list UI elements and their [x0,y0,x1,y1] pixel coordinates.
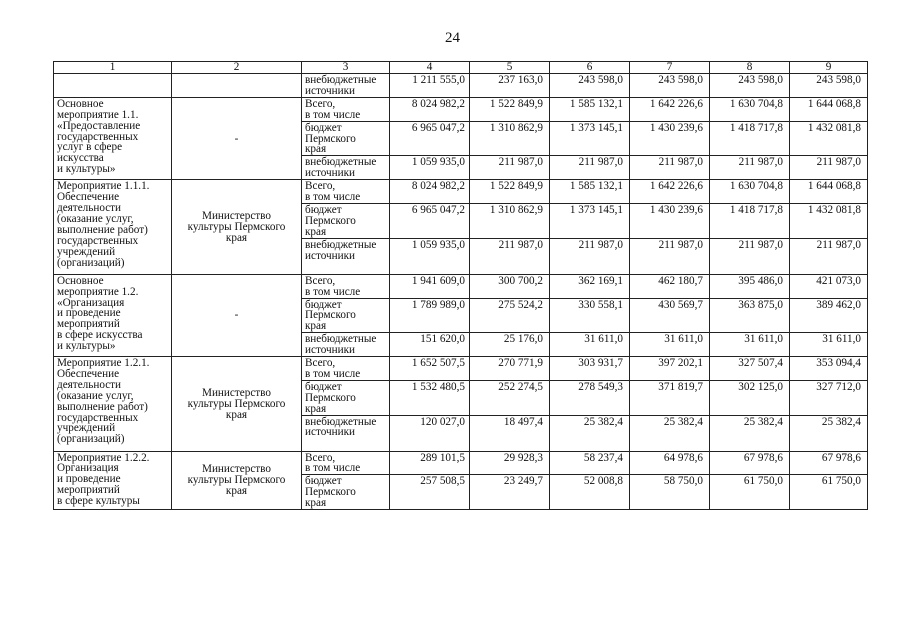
amount-cell: 1 789 989,0 [390,298,470,333]
funding-source-cell: Всего, в том числе [302,357,390,381]
executor-cell: Министерство культуры Пермского края [172,180,302,275]
amount-cell: 6 965 047,2 [390,121,470,156]
amount-cell: 243 598,0 [790,74,868,98]
amount-cell: 120 027,0 [390,415,470,451]
column-number-cell: 5 [470,62,550,74]
amount-cell: 362 169,1 [550,274,630,298]
event-name-cell: Основное мероприятие 1.2. «Организация и проведение мероприятий в сфере искусства и культуры» [54,274,172,356]
amount-cell: 1 432 081,8 [790,203,868,238]
amount-cell: 8 024 982,2 [390,97,470,121]
column-number-cell: 9 [790,62,868,74]
funding-source-cell: Всего, в том числе [302,274,390,298]
table-row [54,180,868,204]
amount-cell: 1 522 849,9 [470,97,550,121]
amount-cell: 302 125,0 [710,380,790,415]
amount-cell: 18 497,4 [470,415,550,451]
budget-table [53,61,868,510]
amount-cell: 462 180,7 [630,274,710,298]
amount-cell: 211 987,0 [790,238,868,274]
amount-cell: 275 524,2 [470,298,550,333]
executor-cell: Министерство культуры Пермского края [172,451,302,510]
funding-source-cell: внебюджетные источники [302,415,390,451]
funding-source-cell: бюджет Пермского края [302,380,390,415]
amount-cell: 67 978,6 [710,451,790,475]
event-name-cell: Основное мероприятие 1.1. «Предоставление государственных услуг в сфере искусства и культуры» [54,97,172,179]
amount-cell: 237 163,0 [470,74,550,98]
executor-cell: - [172,274,302,356]
amount-cell: 1 059 935,0 [390,238,470,274]
amount-cell: 211 987,0 [630,156,710,180]
amount-cell: 289 101,5 [390,451,470,475]
amount-cell: 211 987,0 [550,238,630,274]
event-name-cell: Мероприятие 1.1.1. Обеспечение деятельности (оказание услуг, выполнение работ) государственных учреждений (организаций) [54,180,172,275]
amount-cell: 1 418 717,8 [710,121,790,156]
funding-source-cell: Всего, в том числе [302,180,390,204]
amount-cell: 1 310 862,9 [470,203,550,238]
table-body [54,62,868,510]
amount-cell: 1 644 068,8 [790,97,868,121]
amount-cell: 1 630 704,8 [710,180,790,204]
amount-cell: 363 875,0 [710,298,790,333]
amount-cell: 211 987,0 [470,156,550,180]
amount-cell: 300 700,2 [470,274,550,298]
event-name-cell [54,74,172,98]
amount-cell: 25 382,4 [630,415,710,451]
funding-source-cell: внебюджетные источники [302,156,390,180]
amount-cell: 1 373 145,1 [550,203,630,238]
amount-cell: 1 630 704,8 [710,97,790,121]
amount-cell: 1 642 226,6 [630,97,710,121]
amount-cell: 64 978,6 [630,451,710,475]
amount-cell: 52 008,8 [550,475,630,510]
amount-cell: 31 611,0 [630,333,710,357]
amount-cell: 25 382,4 [710,415,790,451]
amount-cell: 211 987,0 [790,156,868,180]
amount-cell: 8 024 982,2 [390,180,470,204]
funding-source-cell: внебюджетные источники [302,333,390,357]
table-row [54,74,868,98]
amount-cell: 67 978,6 [790,451,868,475]
amount-cell: 1 310 862,9 [470,121,550,156]
amount-cell: 61 750,0 [790,475,868,510]
event-name-cell: Мероприятие 1.2.2. Организация и проведение мероприятий в сфере культуры [54,451,172,510]
amount-cell: 1 211 555,0 [390,74,470,98]
funding-source-cell: Всего, в том числе [302,451,390,475]
amount-cell: 58 750,0 [630,475,710,510]
executor-cell: - [172,97,302,179]
amount-cell: 243 598,0 [630,74,710,98]
amount-cell: 270 771,9 [470,357,550,381]
amount-cell: 421 073,0 [790,274,868,298]
amount-cell: 278 549,3 [550,380,630,415]
column-number-cell: 2 [172,62,302,74]
table-row [54,97,868,121]
amount-cell: 1 059 935,0 [390,156,470,180]
amount-cell: 1 642 226,6 [630,180,710,204]
funding-source-cell: бюджет Пермского края [302,298,390,333]
amount-cell: 257 508,5 [390,475,470,510]
table-row [54,357,868,381]
funding-source-cell: бюджет Пермского края [302,121,390,156]
amount-cell: 1 585 132,1 [550,97,630,121]
amount-cell: 397 202,1 [630,357,710,381]
amount-cell: 58 237,4 [550,451,630,475]
amount-cell: 211 987,0 [710,238,790,274]
funding-source-cell: Всего, в том числе [302,97,390,121]
column-number-row [54,62,868,74]
amount-cell: 1 418 717,8 [710,203,790,238]
amount-cell: 25 176,0 [470,333,550,357]
amount-cell: 31 611,0 [710,333,790,357]
amount-cell: 430 569,7 [630,298,710,333]
amount-cell: 23 249,7 [470,475,550,510]
column-number-cell: 6 [550,62,630,74]
amount-cell: 389 462,0 [790,298,868,333]
amount-cell: 327 712,0 [790,380,868,415]
amount-cell: 303 931,7 [550,357,630,381]
amount-cell: 330 558,1 [550,298,630,333]
amount-cell: 31 611,0 [550,333,630,357]
event-name-cell: Мероприятие 1.2.1. Обеспечение деятельности (оказание услуг, выполнение работ) государственных учреждений (организаций) [54,357,172,452]
funding-source-cell: бюджет Пермского края [302,203,390,238]
amount-cell: 211 987,0 [710,156,790,180]
amount-cell: 1 373 145,1 [550,121,630,156]
amount-cell: 1 652 507,5 [390,357,470,381]
table-row [54,274,868,298]
column-number-cell: 1 [54,62,172,74]
column-number-cell: 4 [390,62,470,74]
amount-cell: 1 430 239,6 [630,203,710,238]
funding-source-cell: внебюджетные источники [302,238,390,274]
funding-source-cell: внебюджетные источники [302,74,390,98]
amount-cell: 1 532 480,5 [390,380,470,415]
amount-cell: 25 382,4 [790,415,868,451]
funding-source-cell: бюджет Пермского края [302,475,390,510]
table-row [54,451,868,475]
amount-cell: 1 432 081,8 [790,121,868,156]
amount-cell: 353 094,4 [790,357,868,381]
column-number-cell: 3 [302,62,390,74]
amount-cell: 211 987,0 [550,156,630,180]
amount-cell: 1 644 068,8 [790,180,868,204]
executor-cell [172,74,302,98]
amount-cell: 243 598,0 [710,74,790,98]
amount-cell: 1 941 609,0 [390,274,470,298]
amount-cell: 252 274,5 [470,380,550,415]
executor-cell: Министерство культуры Пермского края [172,357,302,452]
amount-cell: 6 965 047,2 [390,203,470,238]
amount-cell: 371 819,7 [630,380,710,415]
page-number: 24 [445,30,460,46]
amount-cell: 211 987,0 [630,238,710,274]
amount-cell: 211 987,0 [470,238,550,274]
column-number-cell: 8 [710,62,790,74]
amount-cell: 1 430 239,6 [630,121,710,156]
amount-cell: 327 507,4 [710,357,790,381]
amount-cell: 395 486,0 [710,274,790,298]
amount-cell: 243 598,0 [550,74,630,98]
amount-cell: 29 928,3 [470,451,550,475]
column-number-cell: 7 [630,62,710,74]
amount-cell: 151 620,0 [390,333,470,357]
amount-cell: 25 382,4 [550,415,630,451]
amount-cell: 1 522 849,9 [470,180,550,204]
amount-cell: 61 750,0 [710,475,790,510]
amount-cell: 31 611,0 [790,333,868,357]
amount-cell: 1 585 132,1 [550,180,630,204]
